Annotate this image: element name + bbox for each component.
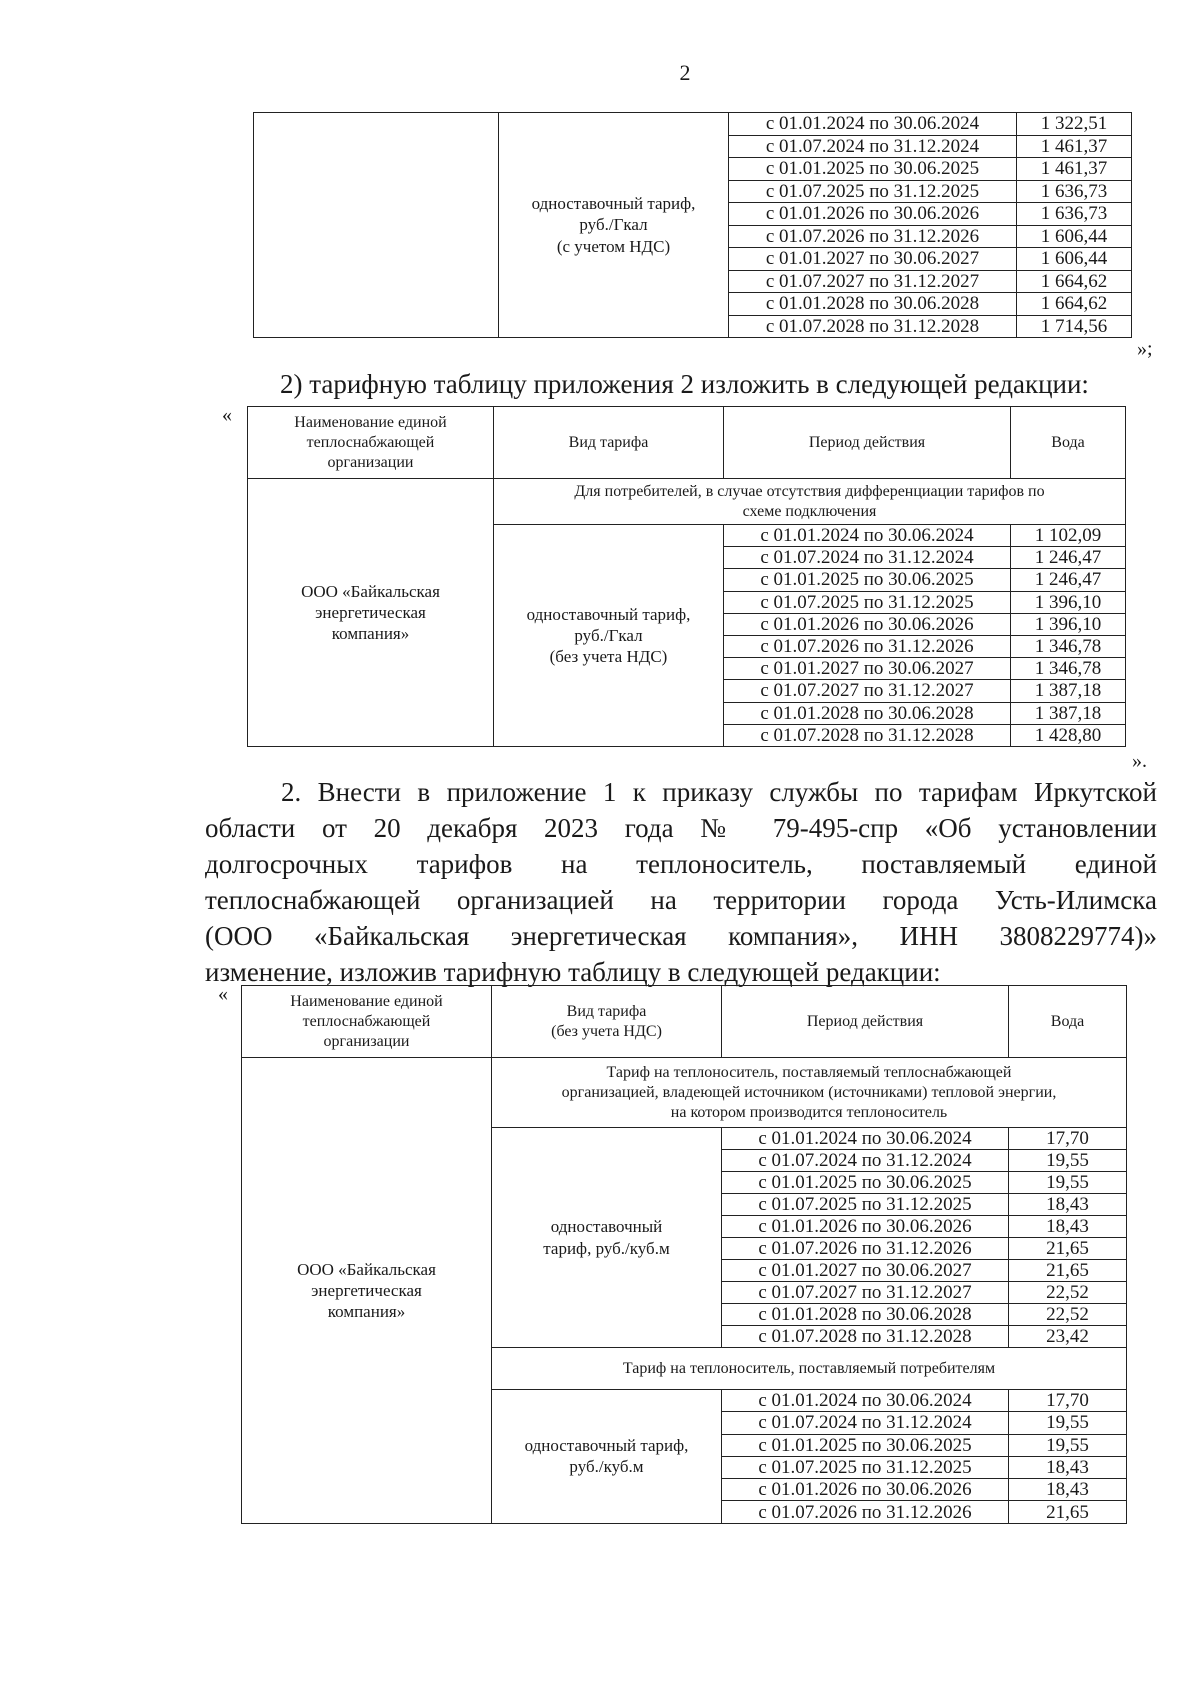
table1-closing-quote: »;	[1137, 338, 1153, 360]
period-cell: с 01.07.2025 по 31.12.2025	[722, 1194, 1009, 1216]
period-cell: с 01.07.2025 по 31.12.2025	[729, 180, 1017, 203]
tariff-table-2	[247, 406, 1126, 747]
value-cell: 1 461,37	[1017, 135, 1132, 158]
section-2-line: 2. Внести в приложение 1 к приказу службы по тарифам Иркутской	[281, 777, 1157, 807]
value-cell: 1 606,44	[1017, 225, 1132, 248]
section-2-line: изменение, изложив тарифную таблицу в следующей редакции:	[205, 957, 941, 987]
value-cell: 19,55	[1009, 1434, 1127, 1456]
value-cell: 17,70	[1009, 1390, 1127, 1412]
period-cell: с 01.01.2027 по 30.06.2027	[724, 658, 1011, 680]
group-label-cell: Для потребителей, в случае отсутствия дифференциации тарифов по схеме подключения	[494, 479, 1126, 525]
period-cell: с 01.07.2027 по 31.12.2027	[724, 680, 1011, 702]
value-cell: 18,43	[1009, 1479, 1127, 1501]
tariff-table-1	[253, 112, 1132, 338]
tariff-type-cell: одноставочный тариф, руб./Гкал (без учета НДС)	[494, 525, 724, 747]
value-cell: 1 636,73	[1017, 203, 1132, 226]
period-cell: с 01.07.2024 по 31.12.2024	[729, 135, 1017, 158]
period-cell: с 01.01.2025 по 30.06.2025	[722, 1172, 1009, 1194]
value-cell: 19,55	[1009, 1412, 1127, 1434]
tariff-type-cell: одноставочный тариф, руб./Гкал (с учетом НДС)	[499, 113, 729, 338]
value-cell: 1 387,18	[1011, 680, 1126, 702]
group-label-cell: Тариф на теплоноситель, поставляемый потребителям	[492, 1348, 1127, 1390]
value-cell: 1 246,47	[1011, 547, 1126, 569]
value-cell: 22,52	[1009, 1304, 1127, 1326]
org-name-cell: ООО «Байкальская энергетическая компания»	[248, 479, 494, 747]
value-cell: 1 714,56	[1017, 315, 1132, 338]
tariff-table-3	[241, 985, 1127, 1524]
group-row	[242, 1058, 1127, 1128]
value-cell: 21,65	[1009, 1260, 1127, 1282]
period-cell: с 01.01.2024 по 30.06.2024	[729, 113, 1017, 136]
table2-open-quote: «	[222, 404, 232, 426]
section-2-line: (ООО «Байкальская энергетическая компания», ИНН 3808229774)»	[205, 921, 1157, 951]
org-cell-continued	[254, 113, 499, 338]
value-cell: 18,43	[1009, 1456, 1127, 1478]
t2-header-org: Наименование единой теплоснабжающей организации	[248, 407, 494, 479]
period-cell: с 01.01.2028 по 30.06.2028	[724, 702, 1011, 724]
section-2-line: области от 20 декабря 2023 года № 79-495-спр «Об установлении	[205, 813, 1157, 843]
period-cell: с 01.01.2028 по 30.06.2028	[722, 1304, 1009, 1326]
value-cell: 1 387,18	[1011, 702, 1126, 724]
value-cell: 19,55	[1009, 1172, 1127, 1194]
period-cell: с 01.07.2025 по 31.12.2025	[722, 1456, 1009, 1478]
t3-header-water: Вода	[1009, 986, 1127, 1058]
period-cell: с 01.07.2026 по 31.12.2026	[722, 1238, 1009, 1260]
value-cell: 1 461,37	[1017, 158, 1132, 181]
period-cell: с 01.07.2024 по 31.12.2024	[722, 1150, 1009, 1172]
tariff-type-cell: одноставочный тариф, руб./куб.м	[492, 1128, 722, 1348]
period-cell: с 01.07.2025 по 31.12.2025	[724, 591, 1011, 613]
period-cell: с 01.07.2026 по 31.12.2026	[729, 225, 1017, 248]
group-label-cell: Тариф на теплоноситель, поставляемый теплоснабжающей организацией, владеющей источником (источниками) тепловой энергии, на котором производится теплоноситель	[492, 1058, 1127, 1128]
table3-open-quote: «	[218, 983, 228, 1005]
period-cell: с 01.01.2026 по 30.06.2026	[722, 1216, 1009, 1238]
period-cell: с 01.07.2026 по 31.12.2026	[722, 1501, 1009, 1523]
group-row	[248, 479, 1126, 525]
value-cell: 1 246,47	[1011, 569, 1126, 591]
table-row	[254, 113, 1132, 136]
org-name-cell: ООО «Байкальская энергетическая компания»	[242, 1058, 492, 1524]
t2-header-period: Период действия	[724, 407, 1011, 479]
value-cell: 1 346,78	[1011, 658, 1126, 680]
value-cell: 22,52	[1009, 1282, 1127, 1304]
value-cell: 1 396,10	[1011, 613, 1126, 635]
value-cell: 1 396,10	[1011, 591, 1126, 613]
t2-header-water: Вода	[1011, 407, 1126, 479]
period-cell: с 01.01.2025 по 30.06.2025	[722, 1434, 1009, 1456]
period-cell: с 01.01.2025 по 30.06.2025	[724, 569, 1011, 591]
value-cell: 19,55	[1009, 1150, 1127, 1172]
item-2-text: 2) тарифную таблицу приложения 2 изложить в следующей редакции:	[280, 369, 1089, 399]
period-cell: с 01.01.2026 по 30.06.2026	[722, 1479, 1009, 1501]
period-cell: с 01.01.2024 по 30.06.2024	[724, 525, 1011, 547]
period-cell: с 01.07.2024 по 31.12.2024	[724, 547, 1011, 569]
value-cell: 1 664,62	[1017, 270, 1132, 293]
t3-header-org: Наименование единой теплоснабжающей организации	[242, 986, 492, 1058]
period-cell: с 01.01.2024 по 30.06.2024	[722, 1390, 1009, 1412]
tariff-type-cell: одноставочный тариф, руб./куб.м	[492, 1390, 722, 1524]
section-2-paragraph	[205, 774, 1157, 990]
value-cell: 21,65	[1009, 1501, 1127, 1523]
period-cell: с 01.01.2025 по 30.06.2025	[729, 158, 1017, 181]
value-cell: 18,43	[1009, 1216, 1127, 1238]
value-cell: 1 664,62	[1017, 293, 1132, 316]
value-cell: 18,43	[1009, 1194, 1127, 1216]
period-cell: с 01.01.2027 по 30.06.2027	[729, 248, 1017, 271]
period-cell: с 01.01.2027 по 30.06.2027	[722, 1260, 1009, 1282]
section-2-line: долгосрочных тарифов на теплоноситель, поставляемый единой	[205, 849, 1157, 879]
period-cell: с 01.07.2028 по 31.12.2028	[724, 724, 1011, 746]
period-cell: с 01.01.2024 по 30.06.2024	[722, 1128, 1009, 1150]
period-cell: с 01.07.2024 по 31.12.2024	[722, 1412, 1009, 1434]
value-cell: 1 428,80	[1011, 724, 1126, 746]
t3-header-period: Период действия	[722, 986, 1009, 1058]
page-number: 2	[679, 60, 691, 85]
value-cell: 17,70	[1009, 1128, 1127, 1150]
value-cell: 1 606,44	[1017, 248, 1132, 271]
period-cell: с 01.07.2027 по 31.12.2027	[722, 1282, 1009, 1304]
table2-closing-quote: ».	[1132, 750, 1147, 772]
value-cell: 1 636,73	[1017, 180, 1132, 203]
value-cell: 21,65	[1009, 1238, 1127, 1260]
t2-header-type: Вид тарифа	[494, 407, 724, 479]
period-cell: с 01.01.2026 по 30.06.2026	[724, 613, 1011, 635]
value-cell: 23,42	[1009, 1326, 1127, 1348]
value-cell: 1 102,09	[1011, 525, 1126, 547]
value-cell: 1 346,78	[1011, 635, 1126, 657]
period-cell: с 01.07.2028 по 31.12.2028	[722, 1326, 1009, 1348]
value-cell: 1 322,51	[1017, 113, 1132, 136]
period-cell: с 01.07.2026 по 31.12.2026	[724, 635, 1011, 657]
t3-header-type: Вид тарифа (без учета НДС)	[492, 986, 722, 1058]
period-cell: с 01.07.2028 по 31.12.2028	[729, 315, 1017, 338]
period-cell: с 01.01.2026 по 30.06.2026	[729, 203, 1017, 226]
period-cell: с 01.07.2027 по 31.12.2027	[729, 270, 1017, 293]
period-cell: с 01.01.2028 по 30.06.2028	[729, 293, 1017, 316]
section-2-line: теплоснабжающей организацией на территории города Усть-Илимска	[205, 885, 1157, 915]
